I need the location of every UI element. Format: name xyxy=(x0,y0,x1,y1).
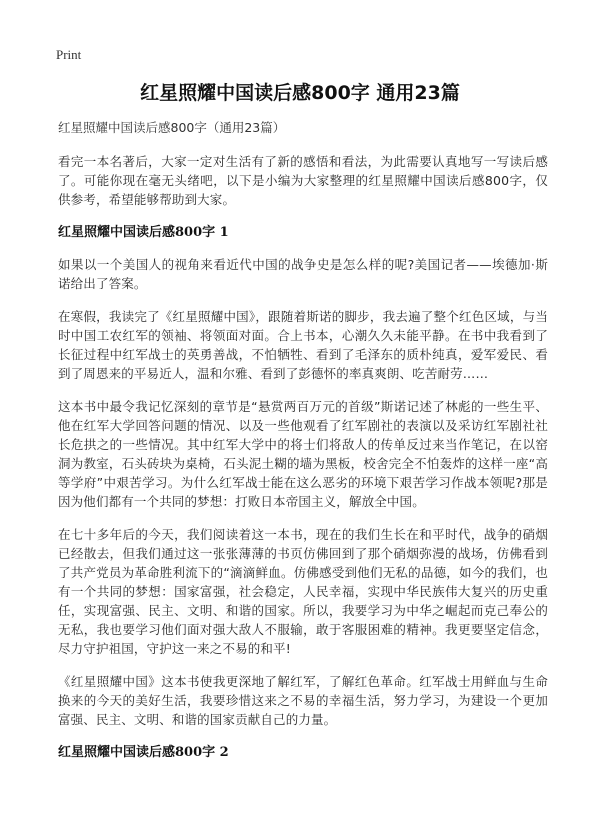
section-1-paragraph-4: 在七十多年后的今天，我们阅读着这一本书，现在的我们生长在和平时代，战争的硝烟已经散去，但我们通过这一张张薄薄的书页仿佛回到了那个硝烟弥漫的战场，仿佛看到了共产党员为革命胜利流下的“滴滴鲜血。仿佛感受到他们无私的品德，如今的我们，也有一个共同的梦想：国家富强，社会稳定，人民幸福，实现中华民族伟大复兴的历史重任，实现富强、民主、文明、和谐的国家。所以，我要学习为中华之崛起而克己奉公的无私，我也要学习他们面对强大敌人不服输，敢于客服困难的精神。我更要坚定信念，尽力守护祖国，守护这一来之不易的和平! xyxy=(58,527,548,656)
intro-paragraph: 看完一本名著后，大家一定对生活有了新的感悟和看法，为此需要认真地写一写读后感了。可能你现在毫无头绪吧，以下是小编为大家整理的红星照耀中国读后感800字，仅供参考，希望能够帮助到大家。 xyxy=(58,154,548,207)
article-subtitle: 红星照耀中国读后感800字（通用23篇） xyxy=(58,120,286,135)
section-heading-1: 红星照耀中国读后感800字 1 xyxy=(58,225,229,240)
article-body xyxy=(58,118,548,775)
print-link[interactable]: Print xyxy=(56,47,82,62)
section-1-paragraph-2: 在寒假，我读完了《红星照耀中国》，跟随着斯诺的脚步，我去遍了整个红色区域，与当时中国工农红军的领袖、将领面对面。合上书本，心潮久久未能平静。在书中我看到了长征过程中红军战士的英勇善战，不怕牺牲、看到了毛泽东的质朴纯真，爱军爱民、看到了周恩来的平易近人，温和尔雅、看到了彭德怀的率真爽朗、吃苦耐劳…… xyxy=(58,309,548,381)
page-title: 红星照耀中国读后感800字 通用23篇 xyxy=(140,82,460,104)
section-heading-2: 红星照耀中国读后感800字 2 xyxy=(58,745,229,760)
section-1-paragraph-3: 这本书中最令我记忆深刻的章节是“悬赏两百万元的首级”斯诺记述了林彪的一些生平、他在红军大学回答问题的情况、以及一些他观看了红军剧社的表演以及采访红军剧社社长危拱之的一些情况。其中红军大学中的将士们将敌人的传单反过来当作笔记，在以窑洞为教室，石头砖块为桌椅，石头泥土糊的墙为黑板，校舍完全不怕轰炸的这样一座“高等学府”中艰苦学习。为什么红军战士能在这么恶劣的环境下艰苦学习作战本领呢?那是因为他们都有一个共同的梦想：打败日本帝国主义，解放全中国。 xyxy=(58,399,548,509)
section-1-paragraph-5: 《红星照耀中国》这本书使我更深地了解红军，了解红色革命。红军战士用鲜血与生命换来的今天的美好生活，我要珍惜这来之不易的幸福生活，努力学习，为建设一个更加富强、民主、文明、和谐的国家贡献自己的力量。 xyxy=(58,674,548,727)
section-1-paragraph-1: 如果以一个美国人的视角来看近代中国的战争史是怎么样的呢?美国记者——埃德加·斯诺给出了答案。 xyxy=(58,257,548,291)
